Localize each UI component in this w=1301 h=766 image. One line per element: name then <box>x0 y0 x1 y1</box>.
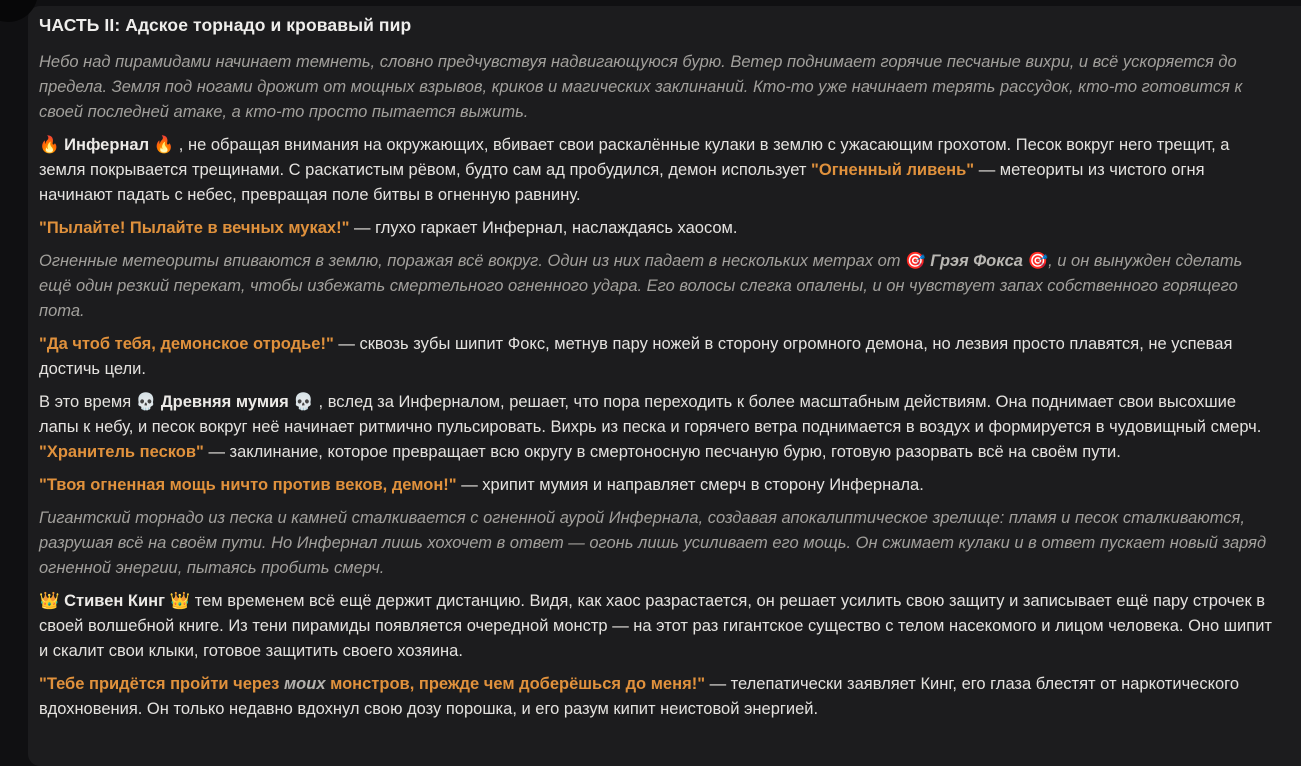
narration-text: Гигантский торнадо из песка и камней сталкивается с огненной аурой Инфернала, создавая апокалиптическое зрелище: пламя и песок сталкиваются, разрушая всё на своём пути. Но Инфернал лишь хохочет в ответ — огонь лишь усиливает его мощь. Он сжимает кулаки и в ответ пускает новый заряд огненной энергии, пытаясь пробить смерч. <box>39 509 1267 577</box>
fire-emoji-icon: 🔥 <box>39 136 60 154</box>
crown-emoji-icon: 👑 <box>39 592 60 610</box>
body-text: , не обращая внимания на окружающих, вбивает свои раскалённые кулаки в землю с ужасающим грохотом. Песок вокруг него трещит, а земля покрывается трещинами. С раскатистым рёвом, будто сам ад пробудился, демон использует <box>39 136 1230 179</box>
body-text: — глухо гаркает Инфернал, наслаждаясь хаосом. <box>349 219 738 237</box>
narration-text: Небо над пирамидами начинает темнеть, словно предчувствуя надвигающуюся бурю. Ветер поднимает горячие песчаные вихри, и всё ускоряется до предела. Земля под ногами дрожит от мощных взрывов, криков и магических заклинаний. Кто-то уже начинает терять рассудок, кто-то готовится к своей последней атаке, а кто-то просто пытается выжить. <box>39 53 1243 121</box>
quote-paragraph <box>39 473 1275 498</box>
king-paragraph <box>39 589 1275 664</box>
skull-emoji-icon: 💀 <box>135 393 157 411</box>
character-label: Древняя мумия <box>160 393 289 411</box>
quote-text: "Твоя огненная мощь ничто против веков, демон!" <box>39 476 457 494</box>
body-text: — метеориты из чистого огня начинают падать с небес, превращая поле битвы в огненную равнину. <box>39 161 1205 204</box>
quote-text: "Тебе придётся пройти через <box>39 675 284 693</box>
infernal-paragraph <box>39 133 1275 208</box>
body-text: — заклинание, которое превращает всю округу в смертоносную песчаную бурю, готовую разорвать всё на своём пути. <box>203 443 1121 461</box>
mummy-paragraph <box>39 390 1275 465</box>
character-label: Грэя Фокса <box>930 252 1023 270</box>
spell-name: "Огненный ливень" <box>811 161 975 179</box>
fire-emoji-icon: 🔥 <box>153 136 175 154</box>
quote-emphasis: моих <box>283 675 326 693</box>
character-label: Стивен Кинг <box>64 592 165 610</box>
dart-emoji-icon: 🎯 <box>905 252 926 270</box>
quote-text: монстров, прежде чем доберёшься до меня!" <box>325 675 706 693</box>
body-text: — телепатически заявляет Кинг, его глаза блестят от наркотического вдохновения. Он только недавно вдохнул свою дозу порошка, и его разум кипит неистовой энергией. <box>39 675 1240 718</box>
body-text: В это время <box>39 393 136 411</box>
quote-text: "Пылайте! Пылайте в вечных муках!" <box>39 219 350 237</box>
quote-paragraph <box>39 216 1275 241</box>
chapter-title: ЧАСТЬ II: Адское торнадо и кровавый пир <box>39 15 412 35</box>
quote-paragraph <box>39 672 1275 722</box>
narration-text: , и он вынужден сделать ещё один резкий перекат, чтобы избежать смертельного огненного удара. Его волосы слегка опалены, и он чувствует запах собственного горящего пота. <box>39 252 1243 320</box>
skull-emoji-icon: 💀 <box>293 393 314 411</box>
quote-paragraph <box>39 332 1275 382</box>
character-name-mummy <box>136 393 314 411</box>
body-text: — сквозь зубы шипит Фокс, метнув пару ножей в сторону огромного демона, но лезвия просто плавятся, не успевая достичь цели. <box>39 335 1233 378</box>
narration-paragraph <box>39 506 1275 581</box>
character-name-king <box>39 592 190 610</box>
narration-paragraph <box>39 249 1275 324</box>
spell-name: "Хранитель песков" <box>39 443 204 461</box>
body-text: — хрипит мумия и направляет смерч в сторону Инфернала. <box>456 476 924 494</box>
body-text: , вслед за Инферналом, решает, что пора переходить к более масштабным действиям. Она поднимает свои высохшие лапы к небу, и песок вокруг неё начинает ритмично пульсировать. Вихрь из песка и горячего ветра поднимается в воздух и формируется в чудовищный смерч. <box>39 393 1262 436</box>
narration-paragraph <box>39 50 1275 125</box>
quote-text: "Да чтоб тебя, демонское отродье!" <box>39 335 334 353</box>
crown-emoji-icon: 👑 <box>169 592 191 610</box>
dart-emoji-icon: 🎯 <box>1027 252 1049 270</box>
body-text: тем временем всё ещё держит дистанцию. Видя, как хаос разрастается, он решает усилить свою защиту и записывает ещё пару строчек в своей волшебной книге. Из тени пирамиды появляется очередной монстр — на этот раз гигантское существо с телом насекомого и лицом человека. Оно шипит и скалит свои клыки, готовое защитить своего хозяина. <box>39 592 1272 660</box>
character-name-infernal <box>39 136 174 154</box>
story-message-bubble <box>28 6 1301 766</box>
character-name-fox <box>905 252 1048 270</box>
narration-text: Огненные метеориты впиваются в землю, поражая всё вокруг. Один из них падает в нескольких метрах от <box>39 252 906 270</box>
character-label: Инфернал <box>64 136 150 154</box>
